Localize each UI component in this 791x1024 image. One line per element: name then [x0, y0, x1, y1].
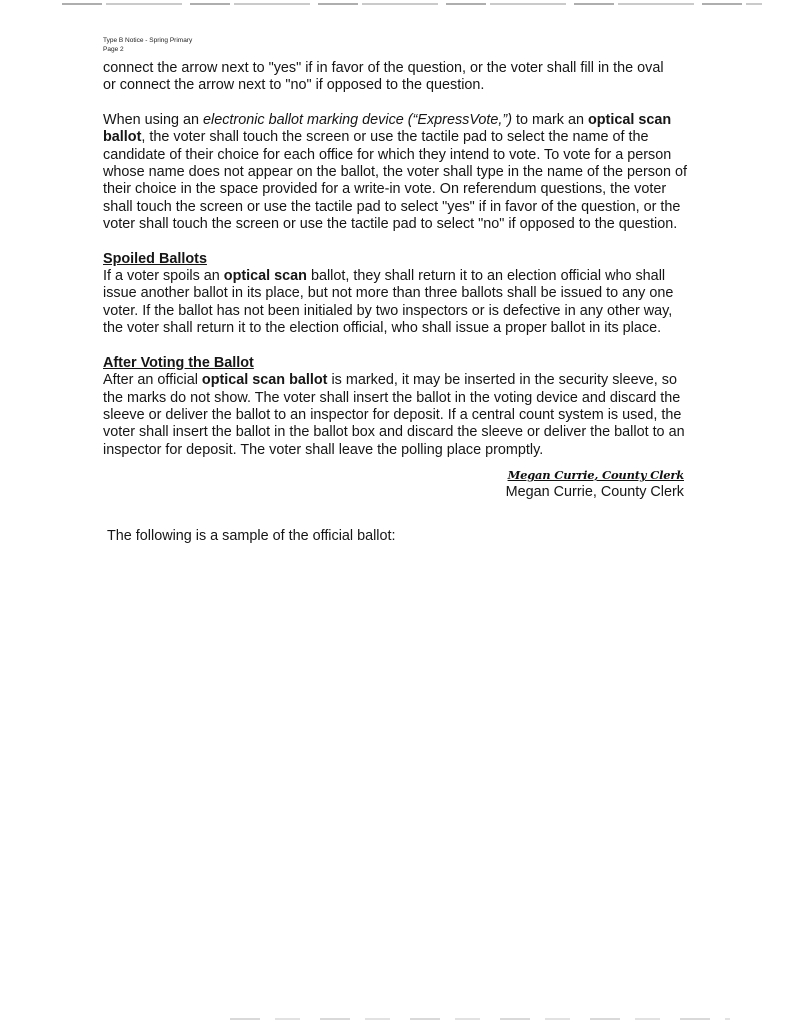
expressvote-paragraph: [103, 112, 691, 234]
notice-title: Type B Notice - Spring Primary: [103, 37, 193, 44]
scan-bottom-edge: [230, 1018, 730, 1020]
expressvote-rest: , the voter shall touch the screen or use the tactile pad to select the name of the candidate of their choice for each office for which they intend to vote. To vote for a person whose name does not appear on the ballot, the voter shall type in the name of the person of their choice in the space provided for a write-in vote. On referendum questions, the voter shall touch the screen or use the tactile pad to select "yes" if in favor of the question, or the voter shall touch the screen or use the tactile pad to select "no" if opposed to the question.: [103, 129, 688, 233]
page-header: [103, 36, 192, 54]
continuation-line-2: or connect the arrow next to "no" if opposed to the question.: [103, 77, 485, 94]
after-voting-section: [103, 355, 691, 459]
after-voting-heading: After Voting the Ballot: [103, 354, 254, 371]
document-body: [103, 60, 691, 459]
spoiled-ballots-section: [103, 251, 691, 338]
after-voting-text-b: is marked, it may be inserted in the security sleeve, so the marks do not show. The voter shall insert the ballot in the voting device and discard the sleeve or deliver the ballot to an inspector for deposit. If a central count system is used, the voter shall insert the ballot in the ballot box and discard the sleeve or deliver the ballot to an inspector for deposit. The voter shall leave the polling place promptly.: [103, 372, 685, 458]
spoiled-ballots-heading: Spoiled Ballots: [103, 250, 207, 267]
after-voting-text-a: After an official: [103, 372, 202, 389]
continuation-line-1: connect the arrow next to "yes" if in favor of the question, or the voter shall fill in the oval: [103, 60, 664, 76]
clerk-signature: Megan Currie, County Clerk: [507, 468, 684, 482]
scan-top-edge: [62, 3, 762, 5]
device-name: electronic ballot marking device (“ExpressVote,”): [203, 111, 512, 128]
expressvote-intro: When using an: [103, 111, 203, 128]
signature-block: [470, 467, 684, 501]
optical-scan-ballot-term: optical scan ballot: [103, 111, 672, 146]
spoiled-bold-term: optical scan: [223, 268, 307, 285]
clerk-printed-name: Megan Currie, County Clerk: [505, 484, 684, 500]
spoiled-text-a: If a voter spoils an: [103, 268, 224, 285]
page-number: Page 2: [103, 46, 124, 53]
spoiled-text-b: ballot, they shall return it to an election official who shall issue another ballot in its place, but not more than three ballots shall be issued to any one voter. If the ballot has not been initialed by two inspectors or is defective in any other way, the voter shall return it to the election official, who shall issue a proper ballot in its place.: [103, 268, 674, 337]
continuation-paragraph: [103, 60, 691, 95]
sample-ballot-intro: The following is a sample of the official ballot:: [107, 528, 396, 544]
expressvote-to-mark: to mark an: [511, 111, 588, 128]
after-voting-bold-term: optical scan ballot: [201, 372, 328, 389]
